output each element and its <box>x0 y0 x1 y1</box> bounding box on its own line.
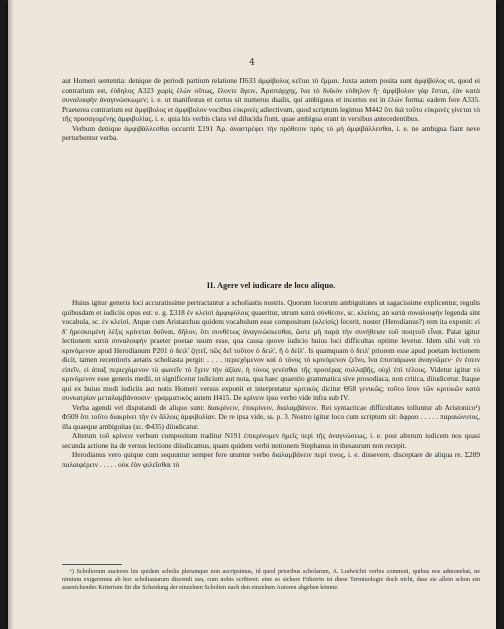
body-text-bottom <box>62 298 480 469</box>
book-page <box>8 0 496 629</box>
footnote-text: ¹) Scholiorum auctores his quidem scholis plerumque non ascripsimus, id quod prioribus scholarum, A. Ludwichii verbis commoti, quibus nos admonebat, ne nimium exigeremus ab hoc scholiastarum discendi usu, cum nobis scriberet: eine so sichere Führerin ist diese Terminologie doch nicht, dass sie allein schon ein ausreichendes Kriterium für die Scheidung der einzelnen Scholien nach den einzelnen Autoren abgeben könnte. <box>62 568 480 592</box>
paragraph: Verba agendi vel disputandi de aliquo sunt: διακρίνειν, ἐπικρίνειν, διαλαμβάνειν. Rei syntacticae difficultates tolluntur ab Aristonico¹) Φ509 ὅτι τοῦτο διακρίνει τὴν ἐν ἄλλοις ἀμφιβολίαν. De re ipsa vide, ss. p. 3. Nostro igitur loco cum scriptum sit: ἄφραο . . . . . παραιώνυτος, illa quaeque ambiguitas (sc. Φ435) diiudicatur. <box>62 402 480 431</box>
paragraph: Verbum denique ἀμφιβάλλεσθαι occurrit Σ191 Ἀρ. ἀναστρέφει τὴν πρόθεσιν πρὸς τὸ μὴ ἀμφιβάλλεσθαι, i. e. ne ambigua fiant neve perturbentur verba. <box>62 123 480 142</box>
page-edge-shadow <box>8 0 14 629</box>
paragraph: Herodianus vero quique cum sequuntur semper fere utuntur verbo διαλαμβάνειν περί τινος, i. e. dissevere, disceptare de aliqua re. Σ289 παλαιφέρειν . . . . . οὐκ ἐὰν φιλεῖσθαι τὸ <box>62 450 480 469</box>
page-number: 4 <box>249 58 255 68</box>
paragraph: aut Homeri sententia: denique de periodi partium relatione Π633 ἀμφίβολος κεῖται τὸ ἔμμαι. Juxta autem posita sunt ἀμφίβολος et, quod ei contrarium est, ἐὐδηλος A323 χωρὶς ἑλὼν οὕτως, ἔλοντε ἄγειν, Ἀριστάρχης, ἵνα τὸ δυϊκὸν εὐδηλον ἢ· ἀμφίβολον γὰρ ἔσται, ἐὰν κατὰ συναλοιφὴν ἀναγινώσκωμεν; i. e. ut manifestus et certus sit numerus dualis, qui ambiguus et incertus est in ἑλὼν forma: eadem fere A335. Praeterea contrarium est ἀμφίβολος et ἀμφίβολον vocibus εὐκρινὲς adiectivum, quod scriptum legimus M442 ὅτι διὰ τοῦτο εὐκρινὲς γίνεται τὸ τῆς προσαγομένης ἀμφιβολίας, i. e. quia his verbis clara vel dilucida fiunt, quae ambigua erant in versibus antecedentibus. <box>62 76 480 123</box>
footnote <box>62 568 480 593</box>
paragraph: Alterum τοῦ κρίνειν verbum compositum traditur N191 ἐπικρίνομεν ἡμεῖς περὶ τῆς ἀναγνώσεως, i. e. post alterum iudicem nos quasi secunda actione ita de versus lectione diiudicamus, quam quidem verbi notionem Stephanus in thesaurum non recepit. <box>62 431 480 450</box>
body-text-top <box>62 76 480 143</box>
paragraph: Huius igitur generis loci accuratissime pertractantur a scholiastis nostris. Quorum locorum ambiguitates ut sagacissime explicentur, regulis quibusdam et iudiciis opus est: e. g. Σ318 ἐν κλεὶσὶ ἀμφιφύλοις quaeritur, utrum κατὰ σύνθεσιν, sc. κλείσις, an κατὰ συναλοιφὴν legenda sint vocabula, sc. ἐν κλεὶσὶ. Atque cum Aristarchus quidem vocabulum esse compositum (κλεὶσίς) fecerit, noster (Herodianus?) rem ita exponit: εἰ δ' ἠρεσκομένη λέξις κρίνεται δοῦναι, δῆλον, ὅτι συνθέτως ἀναγινώσκεσθαι, ὥστε μὴ παρὰ τὴν συνήθειαν τοῦ ποιητοῦ εἶναι. Patat igitur lectionem κατὰ συναλοιφὴν praeter poetae usum esse, qua causa quove iudicio huius loci difficultas optime levetur. Idem sibi vult τὸ κρινόμενον apud Herodianum P201 ὁ δειλ' ζητεῖ, πῶς δεῖ τοῦτον ὁ δειλ', ἢ ὁ δεὶλ'. Is quamquam ὁ δειλ' priorem esse apud poetam lectionem dicit, tamen recentioris aetatis scholiasta pergit: . . . . περιεχόμενον καὶ ὁ τόνος τὸ κρινόμενον ζεῖνο, ἵνα ἐπισπάρωνα ἀναγνῶμεν· ἐν ἐσειν εἰπεῖν, εἰ ἁπαξ περιεχόμενον τὸ φωνεῖν τὸ ἔχειν τὴν ἀξίαν, ἡ τόνος γενέσθαι τῆς προσέρας συλλαβῆς, οὐχὶ ἐπὶ τέλους. Videtur igitur τὸ κρινόμενον esse generis medii, ut significetur iudicium aut nota, qua haec quaestio grammatica sive prosodiaca, non critica, diiudicetur. Itaque qui ex huius modi iudiciis aut notis Homeri versus exponit et interpretatur κριτικὸς dicitur Θ58 γενικῶς; τοῦτο ἴσον τῶν κριτικῶν κατὰ συνκατρίαν μεταλαμβάνουσιν· γραμματικὸς autem H415. De κρίνειν ipso verbo vide infra sub IV. <box>62 298 480 402</box>
section-heading: II. Agere vel iudicare de loco aliquo. <box>206 281 336 290</box>
footnote-rule <box>62 564 122 565</box>
